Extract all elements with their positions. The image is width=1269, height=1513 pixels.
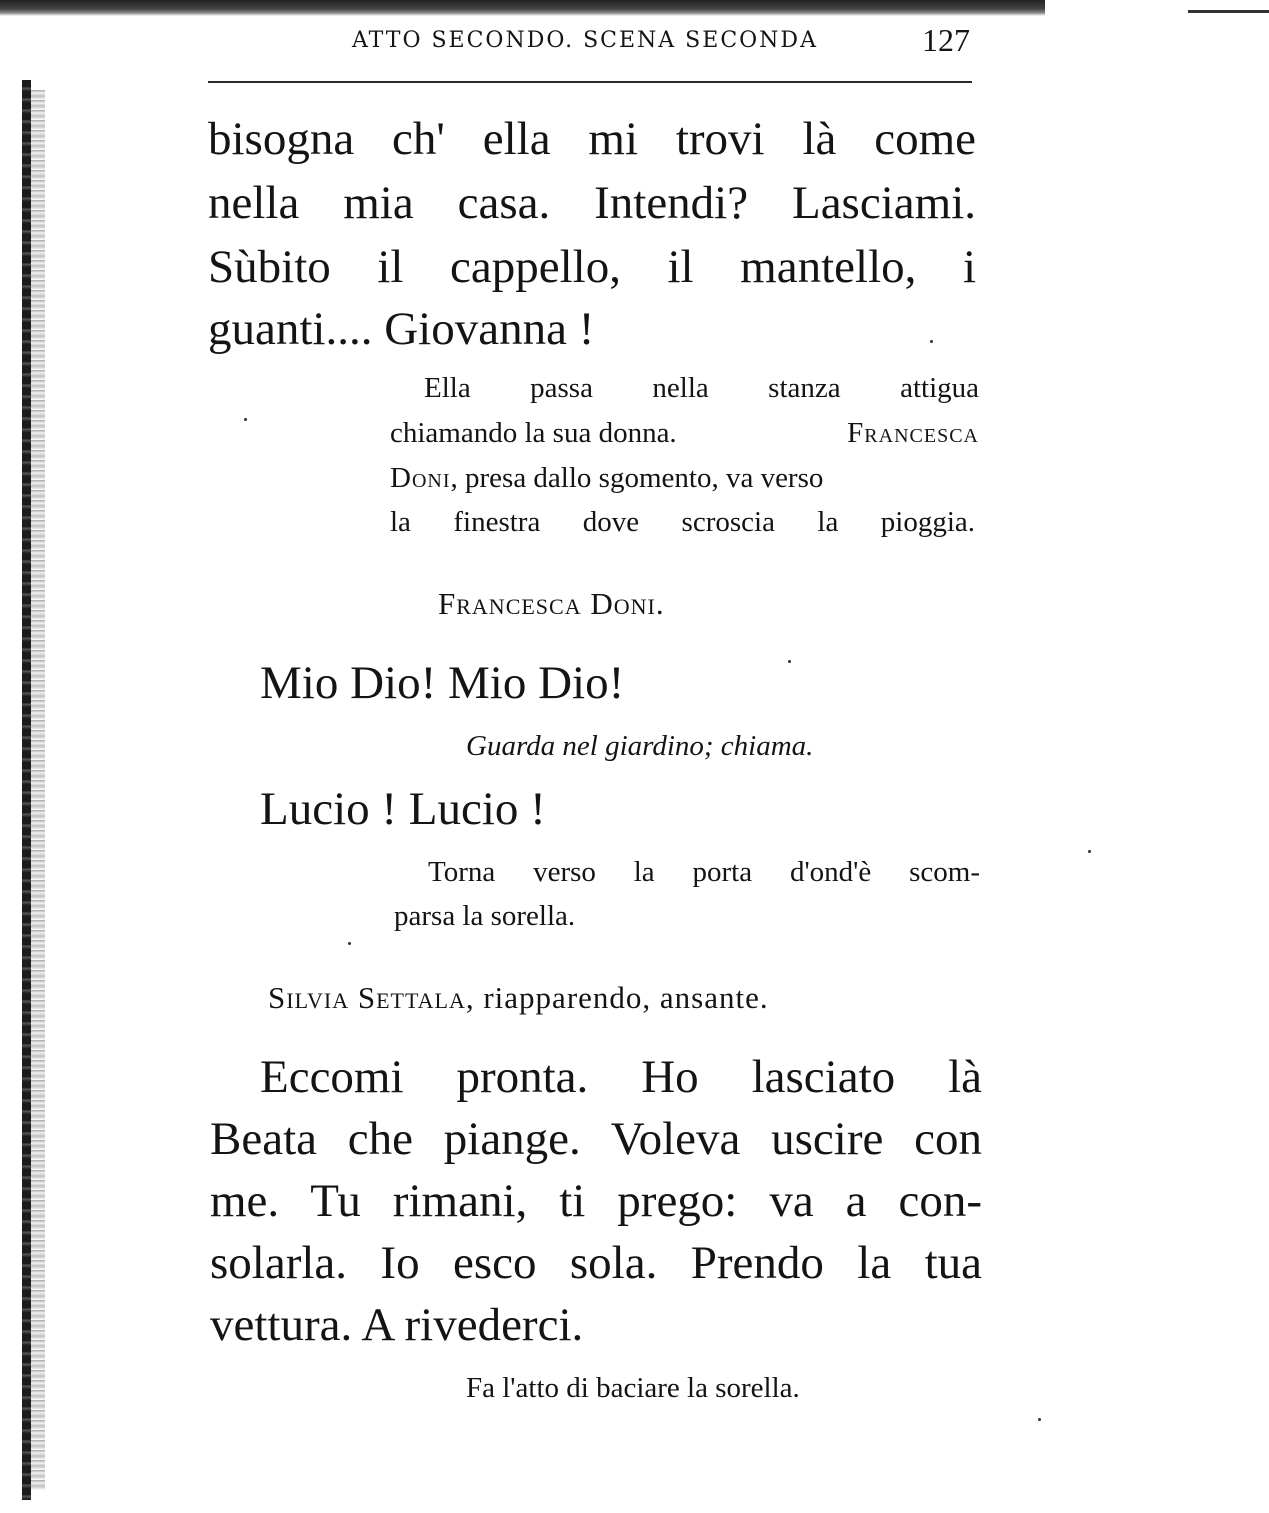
- stage-direction-text: chiamando la sua donna.: [390, 417, 677, 449]
- scan-top-edge: [0, 0, 1045, 16]
- speech-line: Beata che piange. Voleva uscire con: [210, 1113, 982, 1165]
- scan-speck: [788, 660, 791, 663]
- speech-line: nella mia casa. Intendi? Lasciami.: [208, 177, 976, 229]
- speaker-heading: [268, 980, 769, 1016]
- stage-direction-line: Guarda nel giardino; chiama.: [466, 730, 814, 762]
- speech-line: Lucio ! Lucio !: [260, 783, 546, 835]
- character-name: Silvia Settala: [268, 980, 466, 1015]
- header-rule: [208, 81, 972, 83]
- stage-direction-line: la finestra dove scroscia la pioggia.: [390, 506, 975, 538]
- stage-direction-line: parsa la sorella.: [394, 900, 576, 932]
- scan-speck: [348, 942, 351, 945]
- stage-direction-line: Torna verso la porta d'ond'è scom-: [428, 856, 980, 888]
- character-name: Francesca: [847, 417, 979, 449]
- scan-spine-fade: [31, 90, 45, 1490]
- speech-line: Sùbito il cappello, il mantello, i: [208, 241, 976, 293]
- stage-direction-line: Ella passa nella stanza attigua: [424, 372, 979, 404]
- speech-line: solarla. Io esco sola. Prendo la tua: [210, 1237, 982, 1289]
- scan-top-edge-right: [1188, 10, 1269, 13]
- character-name: Doni: [390, 462, 451, 494]
- stage-direction-text: , presa dallo sgomento, va verso: [450, 462, 824, 494]
- speech-line: vettura. A rivederci.: [210, 1299, 584, 1351]
- speaker-direction: , riapparendo, ansante.: [465, 980, 769, 1015]
- stage-direction-line: [390, 462, 823, 495]
- speech-line: Mio Dio! Mio Dio!: [260, 657, 625, 709]
- scan-speck: [1038, 1418, 1041, 1421]
- running-head: ATTO SECONDO. SCENA SECONDA: [352, 28, 818, 53]
- speech-line: guanti.... Giovanna !: [208, 303, 595, 355]
- speech-line: bisogna ch' ella mi trovi là come: [208, 113, 976, 165]
- scan-speck: [1088, 850, 1091, 853]
- speaker-heading: Francesca Doni.: [438, 586, 665, 621]
- page-number: 127: [922, 22, 970, 58]
- speech-line: Eccomi pronta. Ho lasciato là: [260, 1051, 982, 1103]
- scan-speck: [244, 418, 247, 421]
- scan-speck: [930, 340, 933, 343]
- stage-direction-line: Fa l'atto di baciare la sorella.: [466, 1372, 800, 1404]
- speech-line: me. Tu rimani, ti prego: va a con-: [210, 1175, 982, 1227]
- stage-direction-line: [390, 417, 979, 450]
- scan-spine-shadow: [22, 80, 31, 1500]
